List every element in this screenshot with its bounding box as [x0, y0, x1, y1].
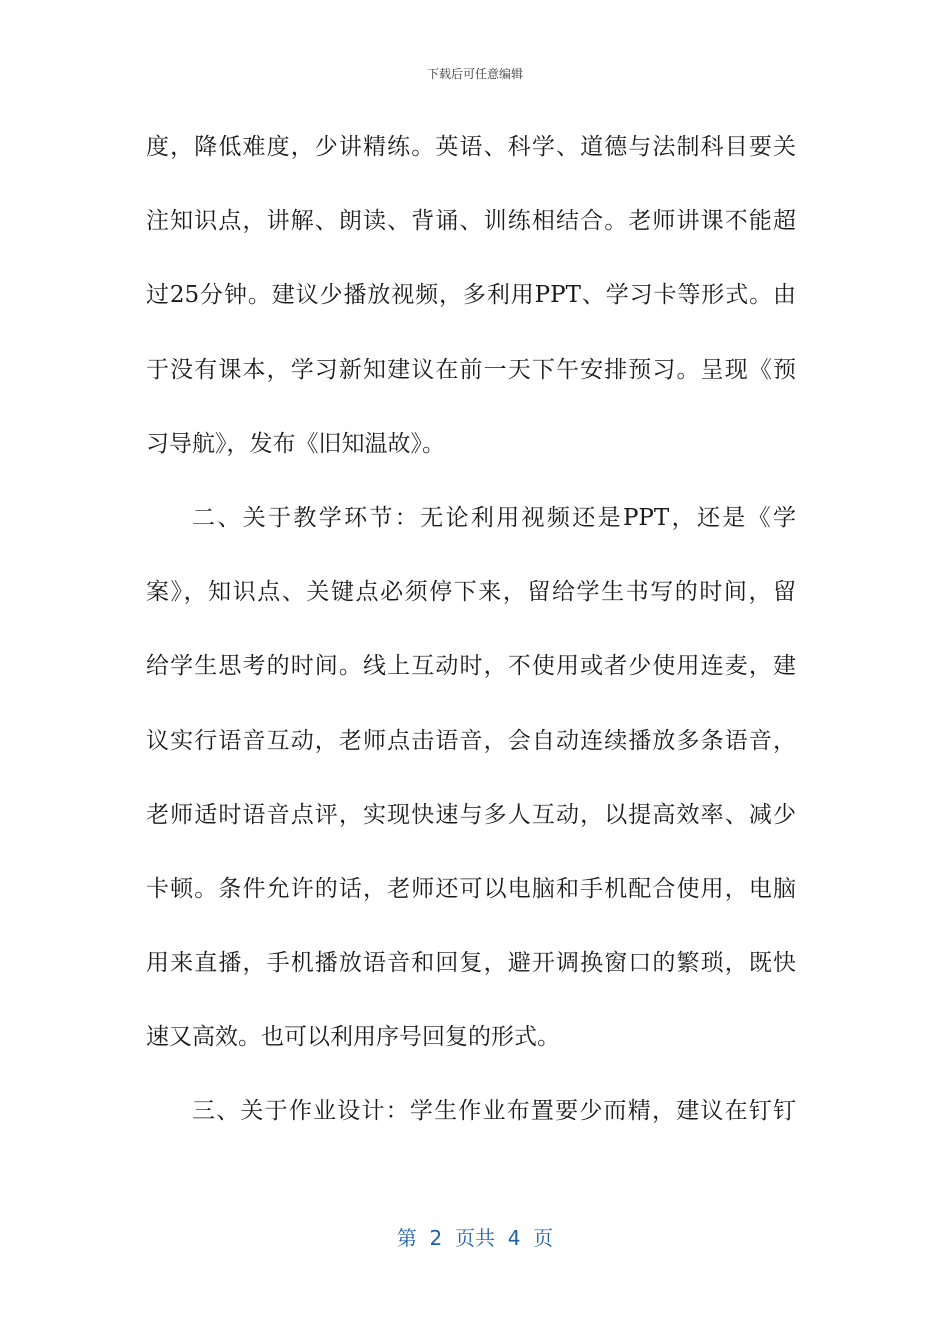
- document-body: [146, 127, 796, 1166]
- body-line: 度，降低难度，少讲精练。英语、科学、道德与法制科目要关: [146, 134, 796, 160]
- body-line: 给学生思考的时间。线上互动时，不使用或者少使用连麦，建: [146, 653, 796, 680]
- body-line: 速又高效。也可以利用序号回复的形式。: [146, 1024, 560, 1051]
- body-line: 议实行语音互动，老师点击语音，会自动连续播放多条语音，: [146, 727, 796, 754]
- body-line: 老师适时语音点评，实现快速与多人互动，以提高效率、减少: [146, 801, 796, 828]
- page-number-label: 第 2 页共 4 页: [396, 1226, 554, 1250]
- page-header-note: 下载后可任意编辑: [426, 67, 523, 81]
- body-line: 用来直播，手机播放语音和回复，避开调换窗口的繁琐，既快: [146, 950, 796, 977]
- body-line: 案》，知识点、关键点必须停下来，留给学生书写的时间，留: [146, 579, 796, 606]
- body-line: 过25分钟。建议少播放视频，多利用PPT、学习卡等形式。由: [146, 282, 796, 309]
- body-line: 于没有课本，学习新知建议在前一天下午安排预习。呈现《预: [146, 356, 796, 383]
- body-line: 注知识点，讲解、朗读、背诵、训练相结合。老师讲课不能超: [146, 208, 796, 235]
- page-number-footer: [0, 1224, 950, 1252]
- body-line-paragraph-start: 二、关于教学环节：无论利用视频还是PPT，还是《学: [192, 504, 796, 531]
- body-line: 卡顿。条件允许的话，老师还可以电脑和手机配合使用，电脑: [146, 875, 796, 902]
- body-line: 习导航》，发布《旧知温故》。: [146, 430, 445, 457]
- body-line-paragraph-start: 三、关于作业设计：学生作业布置要少而精，建议在钉钉: [192, 1098, 796, 1125]
